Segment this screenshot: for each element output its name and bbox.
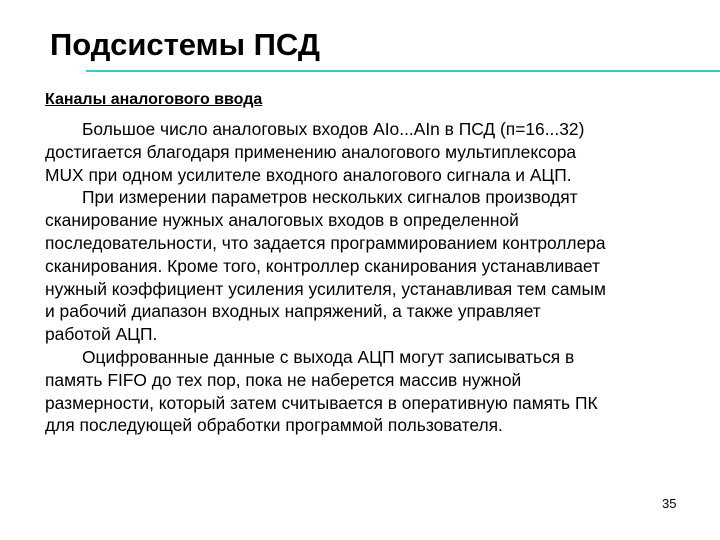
body-text xyxy=(45,118,715,437)
text-line: нужный коэффициент усиления усилителя, устанавливая тем самым xyxy=(45,278,606,299)
text-line: сканирование нужных аналоговых входов в определенной xyxy=(45,210,519,231)
text-line: достигается благодаря применению аналогового мультиплексора xyxy=(45,141,577,162)
text-line: работой АЦП. xyxy=(45,324,158,345)
paragraph xyxy=(45,186,715,346)
text-line: Большое число аналоговых входов AIo...AIn в ПСД (п=16...32) xyxy=(82,119,585,139)
text-line: При измерении параметров нескольких сигналов производят xyxy=(82,187,578,208)
page-number: 35 xyxy=(662,496,677,511)
section-heading: Каналы аналогового ввода xyxy=(45,91,263,108)
text-line: для последующей обработки программой пользователя. xyxy=(45,415,503,436)
text-line: последовательности, что задается программированием контроллера xyxy=(45,232,606,253)
title-underline-rule xyxy=(86,70,720,72)
text-line: и рабочий диапазон входных напряжений, а также управляет xyxy=(45,301,541,322)
paragraph xyxy=(45,346,715,437)
text-line: сканирования. Кроме того, контроллер сканирования устанавливает xyxy=(45,255,600,276)
slide-title: Подсистемы ПСД xyxy=(50,27,320,62)
text-line: MUX при одном усилителе входного аналогового сигнала и АЦП. xyxy=(45,164,572,185)
paragraph xyxy=(45,118,715,186)
text-line: Оцифрованные данные с выхода АЦП могут записываться в xyxy=(82,346,575,367)
text-line: память FIFO до тех пор, пока не наберется массив нужной xyxy=(45,369,522,390)
text-line: размерности, который затем считывается в оперативную память ПК xyxy=(45,392,598,413)
